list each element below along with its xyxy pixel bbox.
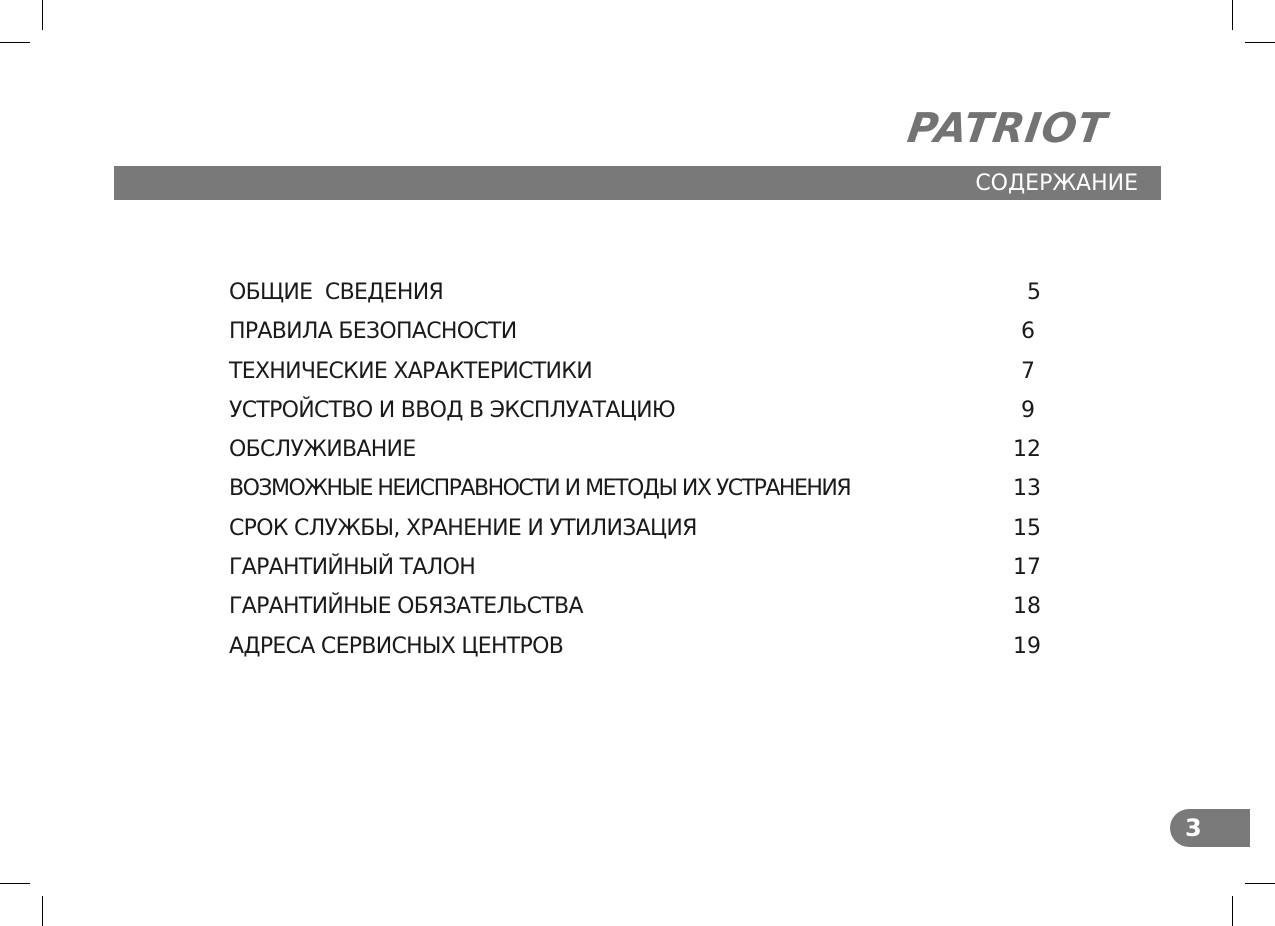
toc-entry-title: УСТРОЙСТВО И ВВОД В ЭКСПЛУАТАЦИЮ xyxy=(229,397,675,423)
toc-entry-page: 12 xyxy=(1013,437,1041,463)
crop-mark-top-right-vertical xyxy=(1232,0,1233,30)
toc-entry-warranty-obligations[interactable] xyxy=(229,587,1041,626)
crop-mark-top-right-horizontal xyxy=(1245,42,1275,43)
toc-entry-service-centers[interactable] xyxy=(229,627,1041,666)
toc-entry-title: СРОК СЛУЖБЫ, ХРАНЕНИЕ И УТИЛИЗАЦИЯ xyxy=(229,515,697,541)
crop-mark-bottom-left-horizontal xyxy=(0,883,30,884)
toc-entry-general-info[interactable] xyxy=(229,273,1041,312)
crop-mark-top-left-horizontal xyxy=(0,42,30,43)
toc-entry-title: ПРАВИЛА БЕЗОПАСНОСТИ xyxy=(229,319,517,345)
toc-entry-warranty-card[interactable] xyxy=(229,548,1041,587)
toc-entry-page: 15 xyxy=(1013,515,1041,541)
toc-entry-page: 18 xyxy=(1013,594,1041,620)
toc-entry-title: ОБЩИЕ СВЕДЕНИЯ xyxy=(229,280,444,305)
toc-entry-page: 6 xyxy=(1021,319,1035,345)
toc-entry-title: ГАРАНТИЙНЫЕ ОБЯЗАТЕЛЬСТВА xyxy=(229,594,583,620)
toc-entry-title: ВОЗМОЖНЫЕ НЕИСПРАВНОСТИ И МЕТОДЫ ИХ УСТРАНЕНИЯ xyxy=(229,476,851,502)
toc-entry-specifications[interactable] xyxy=(229,352,1041,391)
table-of-contents xyxy=(229,273,1041,666)
toc-entry-title: ГАРАНТИЙНЫЙ ТАЛОН xyxy=(229,555,476,581)
toc-entry-setup[interactable] xyxy=(229,391,1041,430)
page-number-tab xyxy=(1170,809,1250,847)
section-title: СОДЕРЖАНИЕ xyxy=(975,171,1138,196)
toc-entry-page: 5 xyxy=(1027,280,1041,305)
toc-entry-page: 9 xyxy=(1021,397,1035,423)
section-header-bar xyxy=(114,166,1161,200)
toc-entry-safety-rules[interactable] xyxy=(229,312,1041,351)
toc-entry-title: АДРЕСА СЕРВИСНЫХ ЦЕНТРОВ xyxy=(229,633,564,659)
toc-entry-page: 17 xyxy=(1013,555,1041,581)
crop-mark-top-left-vertical xyxy=(42,0,43,30)
page-number: 3 xyxy=(1185,814,1202,842)
toc-entry-page: 19 xyxy=(1013,633,1041,659)
brand-logo: PATRIOT xyxy=(904,104,1111,152)
crop-mark-bottom-right-horizontal xyxy=(1245,883,1275,884)
crop-mark-bottom-left-vertical xyxy=(42,896,43,926)
toc-entry-page: 13 xyxy=(1013,476,1041,502)
toc-entry-service-life[interactable] xyxy=(229,509,1041,548)
toc-entry-maintenance[interactable] xyxy=(229,430,1041,469)
toc-entry-troubleshooting[interactable] xyxy=(229,469,1041,508)
crop-mark-bottom-right-vertical xyxy=(1232,896,1233,926)
toc-entry-title: ТЕХНИЧЕСКИЕ ХАРАКТЕРИСТИКИ xyxy=(229,358,592,384)
toc-entry-page: 7 xyxy=(1021,358,1035,384)
toc-entry-title: ОБСЛУЖИВАНИЕ xyxy=(229,437,416,463)
